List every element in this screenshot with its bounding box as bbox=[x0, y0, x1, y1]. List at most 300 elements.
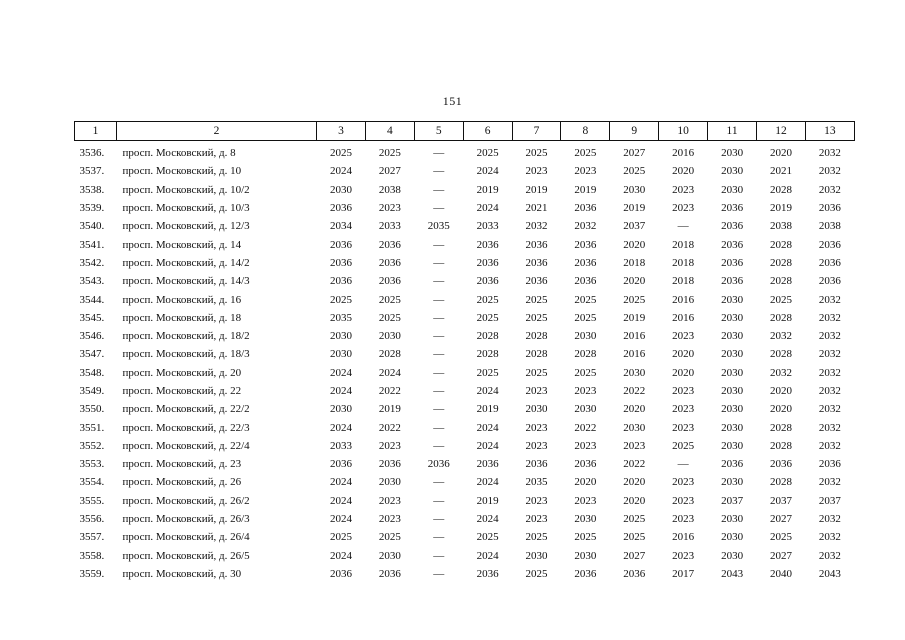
address-cell: просп. Московский, д. 10/3 bbox=[122, 202, 250, 215]
address-cell: просп. Московский, д. 22/4 bbox=[122, 439, 250, 452]
year-cell: 2028 bbox=[476, 330, 499, 343]
year-cell: 2023 bbox=[672, 202, 695, 215]
year-cell: 2023 bbox=[574, 385, 597, 397]
year-cell: — bbox=[433, 476, 445, 489]
address-cell: просп. Московский, д. 18 bbox=[122, 311, 242, 324]
year-cell: 2019 bbox=[525, 183, 548, 196]
table-row bbox=[75, 290, 855, 308]
year-cell: 2030 bbox=[721, 385, 744, 397]
year-cell: 2025 bbox=[623, 513, 646, 526]
year-cell: 2036 bbox=[378, 567, 401, 580]
year-cell: — bbox=[433, 147, 445, 160]
year-cell: 2033 bbox=[329, 439, 352, 452]
column-header-2: 2 bbox=[117, 122, 317, 141]
year-cell: 2037 bbox=[721, 494, 744, 507]
year-cell: 2023 bbox=[574, 165, 597, 178]
year-cell: 2036 bbox=[329, 458, 352, 471]
table-row bbox=[75, 327, 855, 345]
year-cell: 2030 bbox=[721, 165, 744, 178]
year-cell: 2032 bbox=[818, 421, 841, 434]
year-cell: 2036 bbox=[329, 256, 352, 269]
year-cell: 2036 bbox=[818, 238, 841, 251]
year-cell: 2036 bbox=[329, 238, 352, 251]
year-cell: 2023 bbox=[623, 439, 646, 452]
address-cell: просп. Московский, д. 10/2 bbox=[122, 183, 250, 196]
year-cell: 2016 bbox=[672, 531, 695, 544]
address-cell: просп. Московский, д. 26 bbox=[122, 476, 242, 489]
table-row bbox=[75, 547, 855, 565]
year-cell: 2030 bbox=[721, 476, 744, 489]
year-cell: 2025 bbox=[623, 531, 646, 544]
year-cell: 2025 bbox=[525, 293, 548, 306]
year-cell: 2023 bbox=[672, 403, 695, 416]
year-cell: 2020 bbox=[769, 385, 792, 397]
year-cell: 2036 bbox=[476, 238, 499, 251]
year-cell: 2032 bbox=[818, 311, 841, 324]
year-cell: 2022 bbox=[378, 385, 401, 397]
year-cell: 2032 bbox=[818, 531, 841, 544]
table-row bbox=[75, 309, 855, 327]
year-cell: 2036 bbox=[329, 202, 352, 215]
row-number: 3551. bbox=[79, 421, 105, 434]
year-cell: 2025 bbox=[574, 366, 597, 379]
year-cell: 2028 bbox=[378, 348, 401, 361]
year-cell: 2020 bbox=[623, 494, 646, 507]
year-cell: 2025 bbox=[574, 293, 597, 306]
year-cell: 2025 bbox=[476, 531, 499, 544]
year-cell: 2025 bbox=[329, 531, 352, 544]
year-cell: 2018 bbox=[623, 256, 646, 269]
year-cell: 2025 bbox=[378, 293, 401, 306]
year-cell: 2030 bbox=[721, 549, 744, 562]
year-cell: 2036 bbox=[476, 458, 499, 471]
table-row bbox=[75, 382, 855, 400]
column-header-11: 11 bbox=[708, 122, 757, 141]
row-number: 3539. bbox=[79, 202, 105, 215]
year-cell: 2020 bbox=[623, 275, 646, 288]
table-row bbox=[75, 492, 855, 510]
year-cell: 2037 bbox=[769, 494, 792, 507]
address-cell: просп. Московский, д. 14 bbox=[122, 238, 242, 251]
year-cell: 2027 bbox=[378, 165, 401, 178]
year-cell: — bbox=[433, 439, 445, 452]
column-header-4: 4 bbox=[365, 122, 414, 141]
year-cell: 2023 bbox=[672, 549, 695, 562]
table-row bbox=[75, 473, 855, 491]
year-cell: 2024 bbox=[329, 494, 352, 507]
year-cell: 2025 bbox=[476, 366, 499, 379]
year-cell: 2032 bbox=[818, 183, 841, 196]
year-cell: 2022 bbox=[623, 458, 646, 471]
column-header-7: 7 bbox=[512, 122, 561, 141]
year-cell: 2025 bbox=[525, 147, 548, 160]
header-row bbox=[75, 122, 855, 141]
year-cell: 2030 bbox=[721, 183, 744, 196]
address-cell: просп. Московский, д. 23 bbox=[122, 458, 242, 471]
year-cell: — bbox=[433, 256, 445, 269]
year-cell: 2032 bbox=[769, 366, 792, 379]
year-cell: 2020 bbox=[623, 403, 646, 416]
year-cell: 2040 bbox=[769, 567, 792, 580]
row-number: 3543. bbox=[79, 275, 105, 288]
table-row bbox=[75, 437, 855, 455]
year-cell: — bbox=[433, 421, 445, 434]
year-cell: 2018 bbox=[672, 238, 695, 251]
table-row bbox=[75, 141, 855, 163]
address-cell: просп. Московский, д. 10 bbox=[122, 165, 242, 178]
address-cell: просп. Московский, д. 8 bbox=[122, 147, 236, 160]
year-cell: 2028 bbox=[574, 348, 597, 361]
year-cell: 2024 bbox=[378, 366, 401, 379]
year-cell: 2020 bbox=[672, 165, 695, 178]
year-cell: 2025 bbox=[623, 165, 646, 178]
year-cell: — bbox=[433, 183, 445, 196]
year-cell: 2030 bbox=[329, 403, 352, 416]
page-number: 151 bbox=[442, 94, 463, 108]
column-header-1: 1 bbox=[75, 122, 117, 141]
year-cell: — bbox=[433, 293, 445, 306]
year-cell: 2020 bbox=[574, 476, 597, 489]
row-number: 3554. bbox=[79, 476, 105, 489]
year-cell: 2024 bbox=[329, 385, 352, 397]
year-cell: 2028 bbox=[769, 183, 792, 196]
row-number: 3552. bbox=[79, 439, 105, 452]
year-cell: 2022 bbox=[378, 421, 401, 434]
year-cell: 2023 bbox=[672, 494, 695, 507]
row-number: 3549. bbox=[79, 385, 105, 397]
year-cell: 2025 bbox=[525, 311, 548, 324]
address-cell: просп. Московский, д. 22 bbox=[122, 385, 242, 397]
year-cell: 2024 bbox=[476, 385, 499, 397]
year-cell: 2028 bbox=[525, 348, 548, 361]
year-cell: 2038 bbox=[769, 220, 792, 233]
year-cell: 2030 bbox=[525, 403, 548, 416]
table-row bbox=[75, 345, 855, 363]
year-cell: 2030 bbox=[378, 549, 401, 562]
year-cell: 2032 bbox=[769, 330, 792, 343]
year-cell: 2024 bbox=[329, 366, 352, 379]
year-cell: 2036 bbox=[378, 458, 401, 471]
row-number: 3542. bbox=[79, 256, 105, 269]
year-cell: 2028 bbox=[769, 476, 792, 489]
year-cell: 2030 bbox=[623, 421, 646, 434]
year-cell: 2032 bbox=[818, 385, 841, 397]
year-cell: 2036 bbox=[378, 238, 401, 251]
year-cell: — bbox=[433, 403, 445, 416]
year-cell: 2036 bbox=[574, 458, 597, 471]
year-cell: 2025 bbox=[623, 293, 646, 306]
year-cell: 2023 bbox=[525, 421, 548, 434]
year-cell: 2035 bbox=[427, 220, 450, 233]
row-number: 3556. bbox=[79, 513, 105, 526]
table-row bbox=[75, 254, 855, 272]
year-cell: 2025 bbox=[329, 147, 352, 160]
year-cell: 2023 bbox=[378, 513, 401, 526]
year-cell: 2025 bbox=[378, 531, 401, 544]
year-cell: 2028 bbox=[769, 439, 792, 452]
row-number: 3537. bbox=[79, 165, 105, 178]
year-cell: 2036 bbox=[623, 567, 646, 580]
year-cell: 2036 bbox=[525, 275, 548, 288]
year-cell: 2027 bbox=[769, 549, 792, 562]
year-cell: 2024 bbox=[329, 421, 352, 434]
year-cell: 2025 bbox=[672, 439, 695, 452]
year-cell: 2037 bbox=[818, 494, 841, 507]
year-cell: 2038 bbox=[818, 220, 841, 233]
year-cell: 2023 bbox=[525, 439, 548, 452]
table-row bbox=[75, 400, 855, 418]
year-cell: 2025 bbox=[769, 531, 792, 544]
year-cell: 2016 bbox=[672, 147, 695, 160]
column-header-5: 5 bbox=[414, 122, 463, 141]
year-cell: 2030 bbox=[574, 330, 597, 343]
year-cell: 2023 bbox=[672, 421, 695, 434]
row-number: 3547. bbox=[79, 348, 105, 361]
year-cell: 2032 bbox=[818, 513, 841, 526]
address-cell: просп. Московский, д. 14/2 bbox=[122, 256, 250, 269]
year-cell: 2032 bbox=[818, 366, 841, 379]
year-cell: 2018 bbox=[672, 256, 695, 269]
year-cell: 2036 bbox=[721, 202, 744, 215]
year-cell: 2023 bbox=[525, 494, 548, 507]
year-cell: 2023 bbox=[672, 183, 695, 196]
year-cell: 2020 bbox=[623, 238, 646, 251]
year-cell: — bbox=[433, 366, 445, 379]
year-cell: 2016 bbox=[623, 330, 646, 343]
year-cell: 2032 bbox=[818, 403, 841, 416]
column-header-8: 8 bbox=[561, 122, 610, 141]
year-cell: 2036 bbox=[574, 567, 597, 580]
year-cell: 2036 bbox=[476, 275, 499, 288]
column-header-12: 12 bbox=[757, 122, 806, 141]
address-cell: просп. Московский, д. 26/3 bbox=[122, 513, 250, 526]
year-cell: 2022 bbox=[574, 421, 597, 434]
year-cell: 2030 bbox=[721, 531, 744, 544]
year-cell: 2023 bbox=[378, 202, 401, 215]
year-cell: 2020 bbox=[623, 476, 646, 489]
table-row bbox=[75, 565, 855, 583]
year-cell: 2019 bbox=[476, 403, 499, 416]
year-cell: 2027 bbox=[623, 549, 646, 562]
year-cell: 2020 bbox=[672, 348, 695, 361]
year-cell: 2025 bbox=[525, 567, 548, 580]
year-cell: 2024 bbox=[476, 476, 499, 489]
address-cell: просп. Московский, д. 26/4 bbox=[122, 531, 250, 544]
year-cell: 2036 bbox=[721, 220, 744, 233]
table-body bbox=[75, 141, 855, 584]
year-cell: 2019 bbox=[476, 183, 499, 196]
year-cell: 2032 bbox=[818, 330, 841, 343]
year-cell: 2023 bbox=[525, 385, 548, 397]
row-number: 3553. bbox=[79, 458, 105, 471]
row-number: 3540. bbox=[79, 220, 105, 233]
year-cell: 2030 bbox=[721, 293, 744, 306]
year-cell: 2043 bbox=[818, 567, 841, 580]
year-cell: 2030 bbox=[378, 330, 401, 343]
year-cell: 2025 bbox=[476, 293, 499, 306]
year-cell: 2036 bbox=[525, 238, 548, 251]
year-cell: 2036 bbox=[574, 238, 597, 251]
year-cell: 2020 bbox=[672, 366, 695, 379]
year-cell: 2027 bbox=[623, 147, 646, 160]
year-cell: 2023 bbox=[525, 513, 548, 526]
row-number: 3557. bbox=[79, 531, 105, 544]
year-cell: 2030 bbox=[574, 403, 597, 416]
year-cell: 2036 bbox=[818, 202, 841, 215]
year-cell: 2036 bbox=[378, 256, 401, 269]
year-cell: 2025 bbox=[574, 147, 597, 160]
year-cell: — bbox=[433, 311, 445, 324]
year-cell: 2036 bbox=[721, 458, 744, 471]
table-row bbox=[75, 217, 855, 235]
year-cell: 2016 bbox=[672, 293, 695, 306]
year-cell: 2036 bbox=[574, 202, 597, 215]
year-cell: 2038 bbox=[378, 183, 401, 196]
address-cell: просп. Московский, д. 16 bbox=[122, 293, 242, 306]
table-header bbox=[75, 122, 855, 141]
year-cell: 2019 bbox=[378, 403, 401, 416]
row-number: 3559. bbox=[79, 567, 105, 580]
year-cell: 2032 bbox=[818, 476, 841, 489]
year-cell: 2024 bbox=[476, 202, 499, 215]
year-cell: — bbox=[433, 165, 445, 178]
year-cell: 2036 bbox=[329, 567, 352, 580]
year-cell: 2036 bbox=[525, 458, 548, 471]
year-cell: 2016 bbox=[672, 311, 695, 324]
year-cell: 2025 bbox=[525, 531, 548, 544]
year-cell: 2036 bbox=[525, 256, 548, 269]
address-cell: просп. Московский, д. 12/3 bbox=[122, 220, 250, 233]
year-cell: 2036 bbox=[721, 256, 744, 269]
address-cell: просп. Московский, д. 30 bbox=[122, 567, 242, 580]
year-cell: 2023 bbox=[574, 439, 597, 452]
column-header-3: 3 bbox=[317, 122, 366, 141]
year-cell: 2032 bbox=[818, 439, 841, 452]
year-cell: 2033 bbox=[378, 220, 401, 233]
row-number: 3536. bbox=[79, 147, 105, 160]
year-cell: 2032 bbox=[818, 348, 841, 361]
table-row bbox=[75, 364, 855, 382]
year-cell: 2028 bbox=[769, 256, 792, 269]
year-cell: — bbox=[433, 348, 445, 361]
schedule-table bbox=[74, 121, 855, 583]
address-cell: просп. Московский, д. 14/3 bbox=[122, 275, 250, 288]
address-cell: просп. Московский, д. 20 bbox=[122, 366, 242, 379]
year-cell: 2032 bbox=[818, 293, 841, 306]
year-cell: 2030 bbox=[623, 183, 646, 196]
table-row bbox=[75, 418, 855, 436]
address-cell: просп. Московский, д. 22/3 bbox=[122, 421, 250, 434]
year-cell: 2019 bbox=[623, 311, 646, 324]
year-cell: — bbox=[433, 275, 445, 288]
year-cell: 2021 bbox=[525, 202, 548, 215]
year-cell: 2024 bbox=[329, 549, 352, 562]
year-cell: 2035 bbox=[525, 476, 548, 489]
year-cell: 2034 bbox=[329, 220, 352, 233]
year-cell: 2030 bbox=[721, 513, 744, 526]
row-number: 3538. bbox=[79, 183, 105, 196]
year-cell: 2032 bbox=[818, 165, 841, 178]
year-cell: 2025 bbox=[525, 366, 548, 379]
year-cell: 2036 bbox=[818, 275, 841, 288]
year-cell: 2018 bbox=[672, 275, 695, 288]
year-cell: 2030 bbox=[721, 366, 744, 379]
year-cell: 2019 bbox=[574, 183, 597, 196]
year-cell: — bbox=[433, 513, 445, 526]
address-cell: просп. Московский, д. 22/2 bbox=[122, 403, 250, 416]
year-cell: 2036 bbox=[721, 275, 744, 288]
year-cell: 2019 bbox=[623, 202, 646, 215]
year-cell: 2030 bbox=[623, 366, 646, 379]
year-cell: 2023 bbox=[672, 385, 695, 397]
year-cell: 2028 bbox=[769, 311, 792, 324]
year-cell: 2023 bbox=[378, 494, 401, 507]
year-cell: — bbox=[433, 531, 445, 544]
table-row bbox=[75, 455, 855, 473]
year-cell: — bbox=[677, 458, 689, 471]
row-number: 3541. bbox=[79, 238, 105, 251]
year-cell: 2025 bbox=[574, 311, 597, 324]
year-cell: 2025 bbox=[476, 311, 499, 324]
year-cell: — bbox=[433, 330, 445, 343]
year-cell: — bbox=[433, 567, 445, 580]
year-cell: 2030 bbox=[721, 147, 744, 160]
year-cell: 2028 bbox=[769, 275, 792, 288]
year-cell: — bbox=[433, 202, 445, 215]
year-cell: 2024 bbox=[329, 476, 352, 489]
year-cell: 2036 bbox=[574, 275, 597, 288]
table-row bbox=[75, 528, 855, 546]
year-cell: 2036 bbox=[769, 458, 792, 471]
year-cell: 2032 bbox=[818, 147, 841, 160]
table-row bbox=[75, 510, 855, 528]
address-cell: просп. Московский, д. 18/2 bbox=[122, 330, 250, 343]
row-number: 3555. bbox=[79, 494, 105, 507]
row-number: 3550. bbox=[79, 403, 105, 416]
year-cell: 2023 bbox=[525, 165, 548, 178]
year-cell: 2024 bbox=[476, 439, 499, 452]
table-row bbox=[75, 181, 855, 199]
year-cell: — bbox=[433, 494, 445, 507]
year-cell: 2030 bbox=[525, 549, 548, 562]
year-cell: 2025 bbox=[378, 311, 401, 324]
year-cell: 2036 bbox=[574, 256, 597, 269]
year-cell: 2036 bbox=[476, 256, 499, 269]
year-cell: 2035 bbox=[329, 311, 352, 324]
year-cell: 2032 bbox=[525, 220, 548, 233]
year-cell: 2024 bbox=[329, 513, 352, 526]
year-cell: 2036 bbox=[818, 256, 841, 269]
year-cell: 2025 bbox=[574, 531, 597, 544]
year-cell: 2016 bbox=[623, 348, 646, 361]
year-cell: 2023 bbox=[672, 476, 695, 489]
year-cell: 2025 bbox=[378, 147, 401, 160]
column-header-9: 9 bbox=[610, 122, 659, 141]
year-cell: 2024 bbox=[476, 421, 499, 434]
year-cell: 2025 bbox=[329, 293, 352, 306]
year-cell: 2023 bbox=[672, 513, 695, 526]
year-cell: 2030 bbox=[329, 348, 352, 361]
year-cell: 2036 bbox=[721, 238, 744, 251]
year-cell: 2028 bbox=[769, 238, 792, 251]
table-row bbox=[75, 162, 855, 180]
year-cell: 2033 bbox=[476, 220, 499, 233]
year-cell: 2030 bbox=[721, 403, 744, 416]
year-cell: 2028 bbox=[769, 348, 792, 361]
year-cell: — bbox=[433, 238, 445, 251]
year-cell: — bbox=[433, 385, 445, 397]
year-cell: — bbox=[677, 220, 689, 233]
